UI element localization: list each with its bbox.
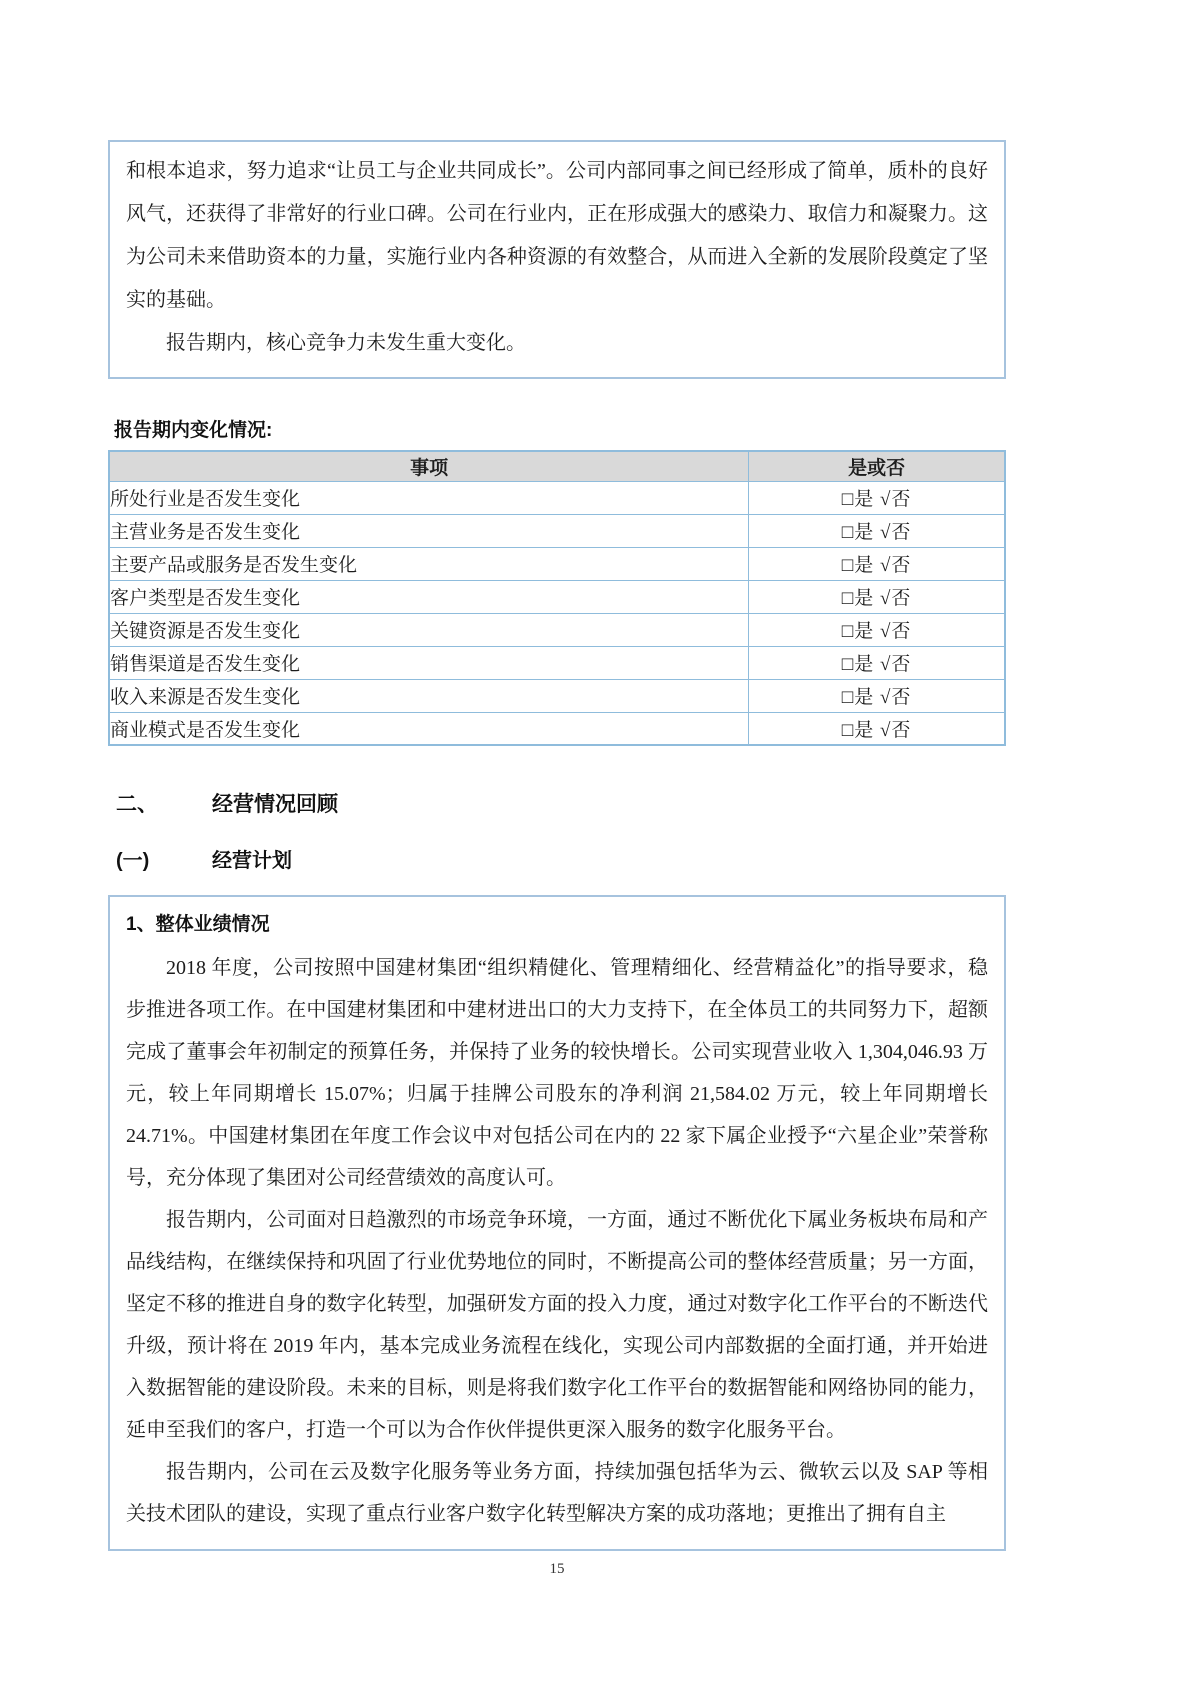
column-header-item: 事项 xyxy=(109,451,749,481)
row-item: 所处行业是否发生变化 xyxy=(109,481,749,514)
section-numeral: 二、 xyxy=(116,793,158,816)
performance-paragraph: 报告期内，公司在云及数字化服务等业务方面，持续加强包括华为云、微软云以及 SAP 等相关技术团队的建设，实现了重点行业客户数字化转型解决方案的成功落地；更推出了拥有自主 xyxy=(126,1461,988,1525)
table-row xyxy=(109,712,1005,745)
subsection-numeral: (一) xyxy=(116,850,150,872)
section-heading-operating-review xyxy=(116,788,1006,818)
overall-performance-box xyxy=(108,895,1006,1551)
row-answer: □是 √否 xyxy=(749,613,1005,646)
table-row xyxy=(109,613,1005,646)
page-number: 15 xyxy=(549,1561,565,1577)
table-row xyxy=(109,646,1005,679)
row-answer: □是 √否 xyxy=(749,646,1005,679)
subsection-heading-operating-plan xyxy=(116,844,1006,873)
performance-paragraph: 报告期内，公司面对日趋激烈的市场竞争环境，一方面，通过不断优化下属业务板块布局和产品线结构，在继续保持和巩固了行业优势地位的同时，不断提高公司的整体经营质量；另一方面，坚定不移的推进自身的数字化转型，加强研发方面的投入力度，通过对数字化工作平台的不断迭代升级，预计将在 2019 年内，基本完成业务流程在线化，实现公司内部数据的全面打通，并开始进入数据智能的建设阶段。未来的目标，则是将我们数字化工作平台的数据智能和网络协同的能力，延申至我们的客户，打造一个可以为合作伙伴提供更深入服务的数字化服务平台。 xyxy=(126,1209,988,1441)
performance-paragraph: 2018 年度，公司按照中国建材集团“组织精健化、管理精细化、经营精益化”的指导要求，稳步推进各项工作。在中国建材集团和中建材进出口的大力支持下，在全体员工的共同努力下，超额完成了董事会年初制定的预算任务，并保持了业务的较快增长。公司实现营业收入 1,304,046.93 万元，较上年同期增长 15.07%；归属于挂牌公司股东的净利润 21,584.02 万元，较上年同期增长 24.71%。中国建材集团在年度工作会议中对包括公司在内的 22 家下属企业授予“六星企业”荣誉称号，充分体现了集团对公司经营绩效的高度认可。 xyxy=(126,957,988,1189)
table-row xyxy=(109,580,1005,613)
row-item: 客户类型是否发生变化 xyxy=(109,580,749,613)
row-answer: □是 √否 xyxy=(749,547,1005,580)
row-answer: □是 √否 xyxy=(749,679,1005,712)
column-header-yes-or-no: 是或否 xyxy=(749,451,1005,481)
row-item: 销售渠道是否发生变化 xyxy=(109,646,749,679)
row-item: 主要产品或服务是否发生变化 xyxy=(109,547,749,580)
section-title: 经营情况回顾 xyxy=(212,793,338,816)
table-row xyxy=(109,547,1005,580)
changes-section-heading: 报告期内变化情况: xyxy=(114,420,273,441)
row-answer: □是 √否 xyxy=(749,580,1005,613)
subsection-title: 经营计划 xyxy=(212,850,292,872)
performance-heading: 1、整体业绩情况 xyxy=(126,914,270,935)
row-answer: □是 √否 xyxy=(749,481,1005,514)
table-row xyxy=(109,481,1005,514)
table-header-row xyxy=(109,451,1005,481)
changes-table xyxy=(108,450,1006,746)
row-answer: □是 √否 xyxy=(749,712,1005,745)
intro-paragraph: 和根本追求，努力追求“让员工与企业共同成长”。公司内部同事之间已经形成了简单，质朴的良好风气，还获得了非常好的行业口碑。公司在行业内，正在形成强大的感染力、取信力和凝聚力。这为公司未来借助资本的力量，实施行业内各种资源的有效整合，从而进入全新的发展阶段奠定了坚实的基础。 xyxy=(126,160,988,311)
row-item: 关键资源是否发生变化 xyxy=(109,613,749,646)
intro-paragraph: 报告期内，核心竞争力未发生重大变化。 xyxy=(166,332,526,354)
table-row xyxy=(109,679,1005,712)
core-competitiveness-box xyxy=(108,140,1006,379)
row-item: 商业模式是否发生变化 xyxy=(109,712,749,745)
row-item: 主营业务是否发生变化 xyxy=(109,514,749,547)
row-answer: □是 √否 xyxy=(749,514,1005,547)
page-content xyxy=(108,140,1006,1578)
row-item: 收入来源是否发生变化 xyxy=(109,679,749,712)
table-row xyxy=(109,514,1005,547)
